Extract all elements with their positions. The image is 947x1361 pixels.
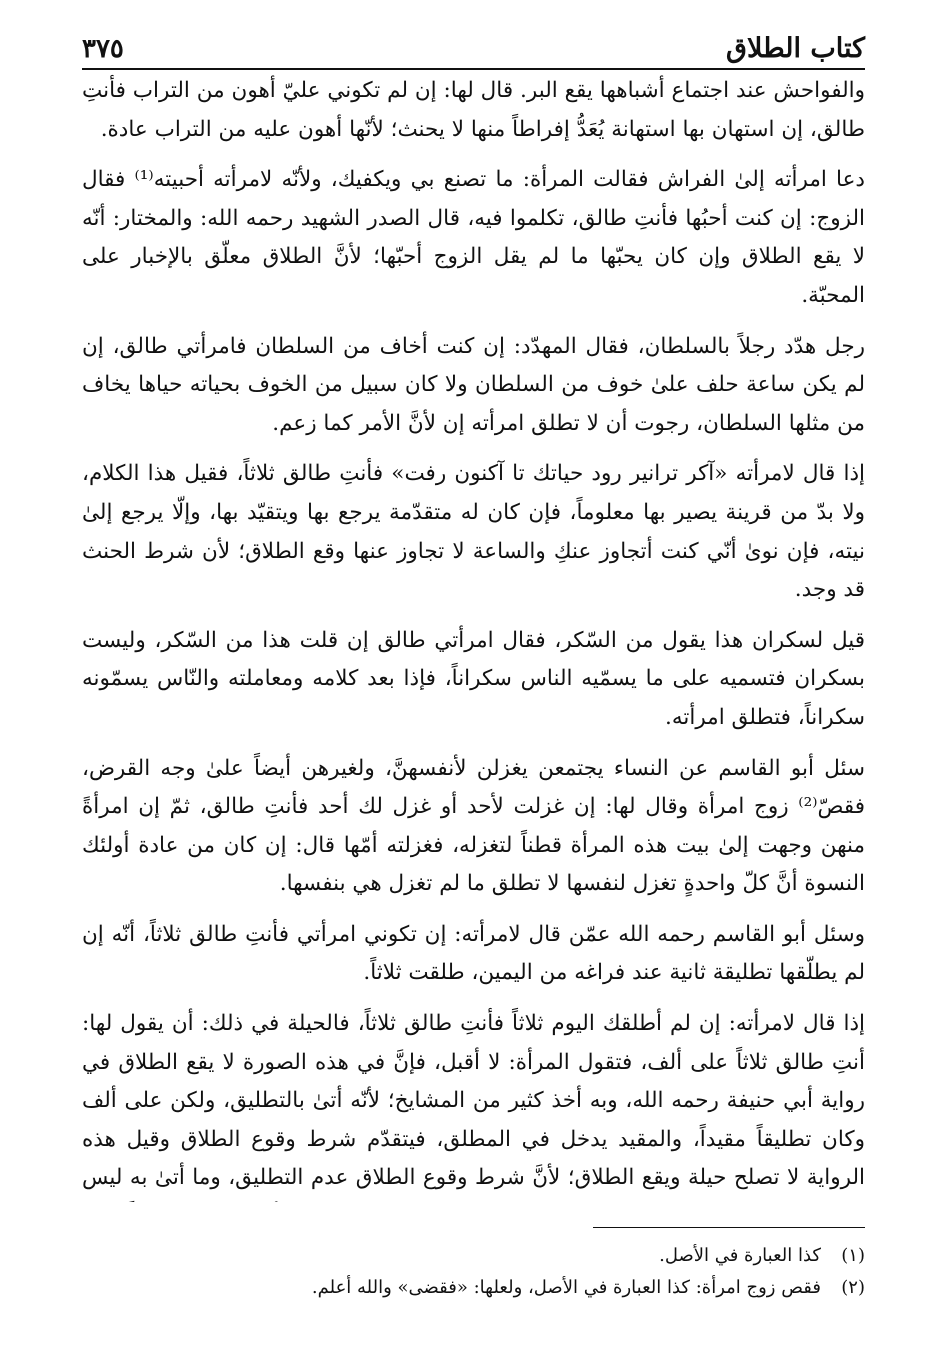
footnote-text: كذا العبارة في الأصل. (659, 1245, 821, 1266)
paragraph: قيل لسكران هذا يقول من السّكر، فقال امرأتي طالق إن قلت هذا من السّكر، وليست بسكران فتسميه على ما يسمّيه الناس سكراناً، فإذا بعد كلامه ومعاملته والنّاس يسمّونه سكراناً، فتطلق امرأته. (82, 627, 865, 730)
paragraph: دعا امرأته إلىٰ الفراش فقالت المرأة: ما تصنع بي ويكفيك، ولأنّه لامرأته أحبيته⁽¹⁾ فقال الزوج: إن كنت أحبُها فأنتِ طالق، تكلموا فيه، قال الصدر الشهيد رحمه الله: والمختار: أنّه لا يقع الطلاق وإن كان يحبّها ما لم يقل الزوج أحبّها؛ لأنَّ الطلاق معلّق بالإخبار على المحبّة. (82, 167, 865, 308)
chapter-title: كتاب الطلاق (726, 33, 865, 64)
paragraph: إذا قال لامرأته: إن لم أطلقك اليوم ثلاثاً فأنتِ طالق ثلاثاً، فالحيلة في ذلك: أن يقول لها: أنتِ طالق ثلاثاً على ألف، فتقول المرأة: لا أقبل، فإنَّ في هذه الصورة لا يقع الطلاق في رواية أبي حنيفة رحمه الله، وبه أخذ كثير من المشايخ؛ لأنّه أتىٰ بالتطليق، ولكن على ألف وكان تطليقاً مقيداً، والمقيد يدخل في المطلق، فيتقدّم شرط وقوع الطلاق وقيل هذه الرواية لا تصلح حيلة ويقع الطلاق؛ لأنَّ شرط وقوع الطلاق عدم التطليق، وما أتىٰ به ليس (82, 1011, 865, 1191)
footnote (82, 1272, 865, 1304)
footnote-separator (593, 1227, 865, 1228)
paragraph: إذا قال لامرأته «آكر ترانير رود حياتك تا آكنون رفت» فأنتِ طالق ثلاثاً، فقيل هذا الكلام، ولا بدّ من قرينة يصير بها معلوماً، فإن كان له متقدّمة يرجع بها ويتقيّد بها، وإلّا يرجع إلىٰ نيته، فإن نوىٰ أنّي كنت أتجاوز عنكِ والساعة لا تجاوز عنها وقع الطلاق؛ لأن شرط الحنث قد وجد. (82, 461, 865, 603)
paragraph: سئل أبو القاسم عن النساء يجتمعن يغزلن لأنفسهنَّ، ولغيرهن أيضاً علىٰ وجه القرض، فقصّ⁽²⁾ زوج امرأة وقال لها: إن غزلت لأحد أو غزل لك أحد فأنتِ طالق، ثمّ إن امرأةً منهن وجهت إلىٰ بيت هذه المرأة قطناً لتغزله، فغزلته أمّها قال: إن كان من عادة أولئك النسوة أنَّ كلّ واحدةٍ تغزل لنفسها لا تطلق ما لم تغزل هي بنفسها. (82, 755, 865, 897)
paragraph: وسئل أبو القاسم رحمه الله عمّن قال لامرأته: إن تكوني امرأتي فأنتِ طالق ثلاثاً، أنّه إن لم يطلّقها تطليقة ثانية عند فراغه من اليمين، طلقت ثلاثاً. (82, 921, 865, 986)
footnote-number: (١) (841, 1245, 865, 1266)
footnotes (82, 1240, 865, 1304)
paragraph: رجل هدّد رجلاً بالسلطان، فقال المهدّد: إن كنت أخاف من السلطان فامرأتي طالق، إن لم يكن ساعة حلف علىٰ خوف من السلطان ولا كان سبيل من الخوف بحياته حياها يخاف من مثلها السلطان، رجوت أن لا تطلق امرأته إن لأنَّ الأمر كما زعم. (82, 333, 865, 436)
main-text (82, 72, 865, 1202)
footnote-number: (٢) (841, 1277, 865, 1298)
paragraph: والفواحش عند اجتماع أشباهها يقع البر. قال لها: إن لم تكوني عليّ أهون من التراب فأنتِ طالق، إن استهان بها استهانة يُعَدُّ إفراطاً منها لا يحنث؛ لأنّها أهون عليه من التراب عادة. (82, 78, 865, 142)
page-header (82, 20, 865, 70)
page-number: ٣٧٥ (82, 34, 124, 64)
footnote-text: فقص زوج امرأة: كذا العبارة في الأصل، ولعلها: «فقضى» والله أعلم. (311, 1277, 821, 1298)
footnote (82, 1240, 865, 1272)
